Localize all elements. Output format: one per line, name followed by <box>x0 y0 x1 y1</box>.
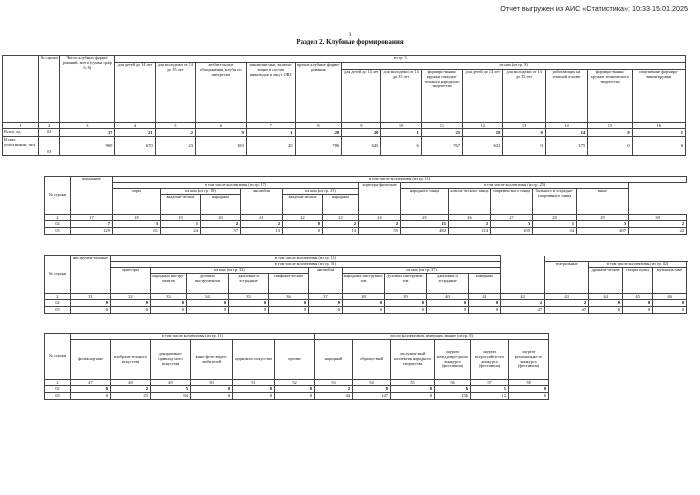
t3-h-theatre: театральные <box>545 262 589 294</box>
table-cell: 2 <box>201 221 241 228</box>
t1-colnum: 1 <box>3 123 39 129</box>
table-cell: 6 <box>381 137 421 156</box>
table-cell: 22 <box>629 228 687 235</box>
t3-h-jazz2: джазовые и эстрадные <box>427 274 469 294</box>
t3-h-ens: ансамбли <box>309 268 343 294</box>
t3-colnum: 33 <box>151 294 187 300</box>
t2-h-other: иные <box>577 189 629 215</box>
table-cell: 0 <box>385 300 427 307</box>
table-cell: 0 <box>385 307 427 314</box>
table-cell: 34 <box>533 228 577 235</box>
t2-h-of21: из них (из гр. 21) <box>283 189 359 195</box>
table-cell: 9 <box>195 129 246 137</box>
table-cell: 0 <box>427 307 469 314</box>
table-cell: 2 <box>111 386 151 393</box>
t1-h-no: № строки <box>39 56 60 123</box>
table-cell: 12 <box>471 393 509 400</box>
table-cell: 0 <box>187 307 229 314</box>
t1-colnum: 16 <box>632 123 685 129</box>
table-cell: 0 <box>71 386 111 393</box>
t4-colnum: 2 <box>45 380 71 386</box>
export-note: Отчет выгружен из АИС «Статистика»: 10:33 15.01.2025 <box>500 4 688 13</box>
t2-h-vocal: вокальные <box>71 177 113 215</box>
table-cell: 2 <box>155 129 195 137</box>
table-cell: 0 <box>309 300 343 307</box>
table-cell: 1 <box>381 129 421 137</box>
t3-colnum: 36 <box>269 294 309 300</box>
table-cell: 969 <box>60 137 115 156</box>
table-cell: 0 <box>469 300 501 307</box>
t3-h-in31: в том числе коллективы (из гр. 31) <box>111 262 501 268</box>
table-cell: 1 <box>246 129 295 137</box>
t2-colnum: 22 <box>283 215 323 221</box>
table-cell: 2 <box>449 221 491 228</box>
t1-h-youth: для молодежи от 14 до 35 лет <box>155 63 195 123</box>
table-cell: 6 <box>632 137 685 156</box>
table-cell: 0 <box>391 386 435 393</box>
table-cell: 0 <box>233 386 275 393</box>
row-number: 03 <box>39 137 60 156</box>
t2-colnum: 24 <box>359 215 401 221</box>
table-cell: 0 <box>187 300 229 307</box>
t2-h-academic2: академи-ческие <box>283 195 323 215</box>
t4-colnum: 55 <box>391 380 435 386</box>
table-cell: 767 <box>421 137 462 156</box>
t1-colnum: 9 <box>342 123 381 129</box>
t3-h-wind2: духовых инструмен-тов <box>385 274 427 294</box>
t1-colnum: 8 <box>295 123 342 129</box>
t3-h-orch: оркестры <box>111 268 151 294</box>
t2-h-folk2: народные <box>323 195 359 215</box>
table-cell: 105 <box>491 228 533 235</box>
table-cell: 1 <box>632 129 685 137</box>
table-vocal-choreo <box>44 176 687 235</box>
table-cell: 3 <box>577 221 629 228</box>
t1-colnum: 2 <box>39 123 60 129</box>
row-number: 03 <box>45 393 71 400</box>
t2-h-ballroom: бального и эстрадно-спортивного танца <box>533 189 577 215</box>
t1-h-c9: для детей до 14 лет <box>342 70 381 123</box>
t2-h-choreo: хореогра-фические <box>359 183 401 215</box>
t3-colnum: 46 <box>653 294 687 300</box>
t4-colnum: 56 <box>435 380 471 386</box>
t3-h-symph: симфони-ческие <box>269 274 309 294</box>
table-cell: 61 <box>113 228 161 235</box>
row-number: 03 <box>45 228 71 235</box>
table-row-label: В них участников, чел. <box>3 137 39 156</box>
t2-colnum: 19 <box>161 215 201 221</box>
page-number: 3 <box>348 32 352 38</box>
table-cell: 0 <box>229 300 269 307</box>
t3-colnum: 34 <box>187 294 229 300</box>
table-cell: 8 <box>353 386 391 393</box>
t2-h-in25: в том числе коллективы (из гр. 25) <box>401 183 629 189</box>
table-cell: 786 <box>295 137 342 156</box>
t2-colnum: 21 <box>241 215 283 221</box>
t1-colnum: 3 <box>60 123 115 129</box>
t2-colnum: 18 <box>113 215 161 221</box>
table-cell: 0 <box>229 307 269 314</box>
table-cell: 3 <box>491 221 533 228</box>
t4-colnum: 57 <box>471 380 509 386</box>
t3-colnum: 42 <box>501 294 545 300</box>
t2-h-folkdance: народного танца <box>401 189 449 215</box>
table-cell: 14 <box>545 129 587 137</box>
t4-h-film: кино-фото-видео-любителей <box>191 340 233 380</box>
t2-colnum: 28 <box>533 215 577 221</box>
t3-colnum: 41 <box>469 294 501 300</box>
table-cell: 47 <box>501 307 545 314</box>
t4-colnum: 51 <box>233 380 275 386</box>
t2-colnum: 17 <box>71 215 113 221</box>
table-cell: 0 <box>309 307 343 314</box>
table-cell: 37 <box>201 228 241 235</box>
t1-colnum: 13 <box>503 123 545 129</box>
table-cell: 0 <box>653 307 687 314</box>
t3-h-drama: драмати-ческие <box>589 268 623 294</box>
t3-colnum: 38 <box>343 294 385 300</box>
table-cell: 0 <box>275 386 315 393</box>
table-cell: 0 <box>391 393 435 400</box>
table-cell: 0 <box>275 393 315 400</box>
table-cell: 6 <box>435 386 471 393</box>
t1-colnum: 4 <box>115 123 155 129</box>
table-cell: 0 <box>111 307 151 314</box>
t3-colnum: 43 <box>545 294 589 300</box>
t4-h-other: прочие <box>275 340 315 380</box>
table-cell: 0 <box>71 307 111 314</box>
t2-h-modern: современ-ного танца <box>491 189 533 215</box>
t2-h-in11: в том числе коллективы (из гр. 11) <box>113 177 687 183</box>
table-cell: 147 <box>353 393 391 400</box>
table-cell: 2 <box>629 221 687 228</box>
t1-colnum: 11 <box>421 123 462 129</box>
t3-h-wind: духовых инструментов <box>187 274 229 294</box>
table-cell: 0 <box>653 300 687 307</box>
table-cell: 0 <box>623 307 653 314</box>
table-cell: 23 <box>155 137 195 156</box>
table-club-formations <box>2 55 686 156</box>
table-cell: 20 <box>246 137 295 156</box>
t1-h-c11: формиро-вания/ кружки самодея-тельного народного творчества <box>421 70 462 123</box>
table-cell: 0 <box>269 300 309 307</box>
t3-colnum: 44 <box>589 294 623 300</box>
table-cell: 0 <box>343 300 385 307</box>
table-cell: 44 <box>315 393 353 400</box>
table-cell: 670 <box>115 137 155 156</box>
t4-h-in11: в том числе коллективы (из гр. 11) <box>71 334 315 340</box>
t4-h-applied: декоративно-приклад-ного искусства <box>151 340 191 380</box>
table-cell: 0 <box>509 386 549 393</box>
t3-h-in11: в том числе коллективы (из гр. 11) <box>111 256 501 262</box>
t3-h-in42: в том числе коллективы (из гр. 42) <box>589 262 687 268</box>
t1-colnum: 10 <box>381 123 421 129</box>
table-cell: 13 <box>241 228 283 235</box>
table-cell: 20 <box>342 129 381 137</box>
t4-h-fine: изобрази-тельного искусства <box>111 340 151 380</box>
table-cell: 0 <box>588 137 633 156</box>
t3-colnum: 39 <box>385 294 427 300</box>
t3-colnum: 37 <box>309 294 343 300</box>
t2-colnum: 26 <box>449 215 491 221</box>
table-cell: 0 <box>191 386 233 393</box>
table-cell: 1 <box>471 386 509 393</box>
t3-h-puppet: театры кукол <box>623 268 653 294</box>
t2-colnum: 2 <box>45 215 71 221</box>
t4-colnum: 48 <box>111 380 151 386</box>
table-cell: 25 <box>421 129 462 137</box>
table-folk-titled <box>44 333 549 400</box>
table-cell: 21 <box>115 129 155 137</box>
table-cell: 0 <box>427 300 469 307</box>
table-cell: 0 <box>283 228 323 235</box>
t1-blank-head <box>3 56 39 123</box>
t1-colnum: 12 <box>463 123 503 129</box>
table-cell: 25 <box>111 393 151 400</box>
table-cell: 375 <box>545 137 587 156</box>
table-cell: 156 <box>435 393 471 400</box>
t1-colnum: 5 <box>155 123 195 129</box>
t1-h-amateur: любительские объединения, клубы по интересам <box>195 63 246 123</box>
table-cell: 0 <box>343 307 385 314</box>
t4-h-folk: народный <box>315 340 353 380</box>
t4-h-intl: лауреат междунаро-дного конкурса (фестиваля) <box>435 340 471 380</box>
t1-h-c10: для молодежи от 14 до 35 лет <box>381 70 421 123</box>
t4-h-titled: число коллективов, имеющих звание (из гр. 8) <box>315 334 549 340</box>
table-cell: 0 <box>509 393 549 400</box>
t1-h-children: для детей до 14 лет <box>115 63 155 123</box>
table-cell: 645 <box>342 137 381 156</box>
table-cell: 84 <box>151 393 191 400</box>
t3-colnum: 31 <box>71 294 111 300</box>
t2-colnum: 29 <box>577 215 629 221</box>
section-title: Раздел 2. Клубные формирования <box>296 38 404 46</box>
table-cell: 0 <box>191 393 233 400</box>
t3-colnum: 32 <box>111 294 151 300</box>
t3-h-jazz: джазовые и эстрадные <box>229 274 269 294</box>
row-number: 03 <box>45 307 71 314</box>
table-cell: 3 <box>113 221 161 228</box>
table-cell: 2 <box>315 386 353 393</box>
t4-colnum: 52 <box>275 380 315 386</box>
t1-h-disabled: инклюзив-ные, включа-ющие в состав инвалидов и лиц с ОВЗ <box>246 63 295 123</box>
table-cell: 13 <box>323 228 359 235</box>
t3-colnum: 45 <box>623 294 653 300</box>
t1-colnum: 6 <box>195 123 246 129</box>
t3-colnum: 40 <box>427 294 469 300</box>
table-cell: 55 <box>359 228 401 235</box>
t2-h-ensembles: ансамбли <box>241 189 283 215</box>
table-row-label: Всего, ед. <box>3 129 39 137</box>
t1-h-c12: для детей до 14 лет <box>463 70 503 123</box>
row-number: 02 <box>45 300 71 307</box>
t4-h-circus: циркового искусства <box>233 340 275 380</box>
t4-h-folklore: фольклор-ные <box>71 340 111 380</box>
t2-h-folk: народные <box>201 195 241 215</box>
t4-h-no: № строки <box>45 334 71 380</box>
t1-h-c14: работающих на платной основе <box>545 70 587 123</box>
table-cell: 24 <box>161 228 201 235</box>
table-cell: 2 <box>323 221 359 228</box>
table-cell: 11 <box>401 221 449 228</box>
table-cell: 0 <box>233 393 275 400</box>
t1-h-other: прочие клубные форми-рования <box>295 63 342 123</box>
table-cell: 114 <box>449 228 491 235</box>
table-cell: 18 <box>463 129 503 137</box>
table-cell: 0 <box>151 300 187 307</box>
table-cell: 0 <box>503 129 545 137</box>
t3-h-of32: из них (из гр. 32) <box>151 268 309 274</box>
t3-h-folkinstr: народных инстру-ментов <box>151 274 187 294</box>
table-cell: 2 <box>241 221 283 228</box>
table-cell: 0 <box>623 300 653 307</box>
table-cell: 183 <box>195 137 246 156</box>
t4-colnum: 53 <box>315 380 353 386</box>
table-cell: 0 <box>71 393 111 400</box>
table-cell: 5 <box>151 386 191 393</box>
t4-colnum: 49 <box>151 380 191 386</box>
t1-h-of8: из них (из гр. 8) <box>342 63 686 70</box>
t3-h-folkinstr2: народных инструмен-тов <box>343 274 385 294</box>
table-cell: 0 <box>111 300 151 307</box>
t2-h-no: № строки <box>45 177 71 215</box>
t4-h-honored: заслужен-ный коллектив народного творчества <box>391 340 435 380</box>
table-cell: 37 <box>60 129 115 137</box>
t4-h-region: лауреат регионально-го конкурса (фестиваля) <box>509 340 549 380</box>
table-cell: 482 <box>401 228 449 235</box>
row-number: 02 <box>39 129 60 137</box>
t2-h-of18: из них (из гр. 18) <box>161 189 241 195</box>
t1-colnum: 15 <box>588 123 633 129</box>
table-cell: 0 <box>469 307 501 314</box>
t1-colnum: 14 <box>545 123 587 129</box>
table-cell: 0 <box>151 307 187 314</box>
t2-colnum: 20 <box>201 215 241 221</box>
t2-colnum: 30 <box>629 215 687 221</box>
t4-h-model: образцо-вый <box>353 340 391 380</box>
table-cell: 2 <box>359 221 401 228</box>
table-cell: 7 <box>71 221 113 228</box>
table-cell: 47 <box>545 307 589 314</box>
t1-h-of3: из гр. 3 <box>115 56 686 63</box>
table-cell: 0 <box>589 307 623 314</box>
table-cell: 0 <box>283 221 323 228</box>
t2-colnum: 23 <box>323 215 359 221</box>
t1-h-c16: спортивные формиро-вания/кружки <box>632 70 685 123</box>
t1-h-c13: для молодежи от 14 до 35 лет <box>503 70 545 123</box>
table-cell: 2 <box>501 300 545 307</box>
t4-h-allrus: лауреат всероссийск-ого конкурса (фестиваля) <box>471 340 509 380</box>
table-cell: 0 <box>588 129 633 137</box>
t2-h-academic: академи-ческие <box>161 195 201 215</box>
t2-colnum: 27 <box>491 215 533 221</box>
t1-colnum: 7 <box>246 123 295 129</box>
t3-h-music: музыкаль-ные <box>653 268 687 294</box>
t2-colnum: 25 <box>401 215 449 221</box>
t4-colnum: 58 <box>509 380 549 386</box>
t1-h-c15: формиро-вания/кружки технического творчества <box>588 70 633 123</box>
table-instrumental-theatre <box>44 255 687 314</box>
table-cell: 0 <box>589 300 623 307</box>
t1-h-total: Число клубных форми-рований, всего (сумма граф 6, 8) <box>60 56 115 123</box>
t2-h-classic: класси-ческого танца <box>449 189 491 215</box>
t3-h-instr: инструмен-тальные <box>71 256 111 294</box>
table-cell: 0 <box>269 307 309 314</box>
t3-colnum: 2 <box>45 294 71 300</box>
t4-colnum: 50 <box>191 380 233 386</box>
table-cell: 1 <box>533 221 577 228</box>
t3-h-of37: из них (из гр. 37) <box>343 268 501 274</box>
t3-h-chamber: камерные <box>469 274 501 294</box>
t2-h-in17: в том числе коллективы (из гр. 17) <box>113 183 359 189</box>
t2-h-choirs: хоры <box>113 189 161 215</box>
table-cell: 0 <box>503 137 545 156</box>
t3-h-no: № строки <box>45 256 71 294</box>
t4-colnum: 47 <box>71 380 111 386</box>
table-cell: 1 <box>161 221 201 228</box>
row-number: 02 <box>45 221 71 228</box>
table-cell: 28 <box>295 129 342 137</box>
table-cell: 129 <box>71 228 113 235</box>
table-cell: 207 <box>577 228 629 235</box>
table-cell: 0 <box>71 300 111 307</box>
t3-colnum: 35 <box>229 294 269 300</box>
t4-colnum: 54 <box>353 380 391 386</box>
table-cell: 2 <box>545 300 589 307</box>
table-cell: 632 <box>463 137 503 156</box>
row-number: 02 <box>45 386 71 393</box>
